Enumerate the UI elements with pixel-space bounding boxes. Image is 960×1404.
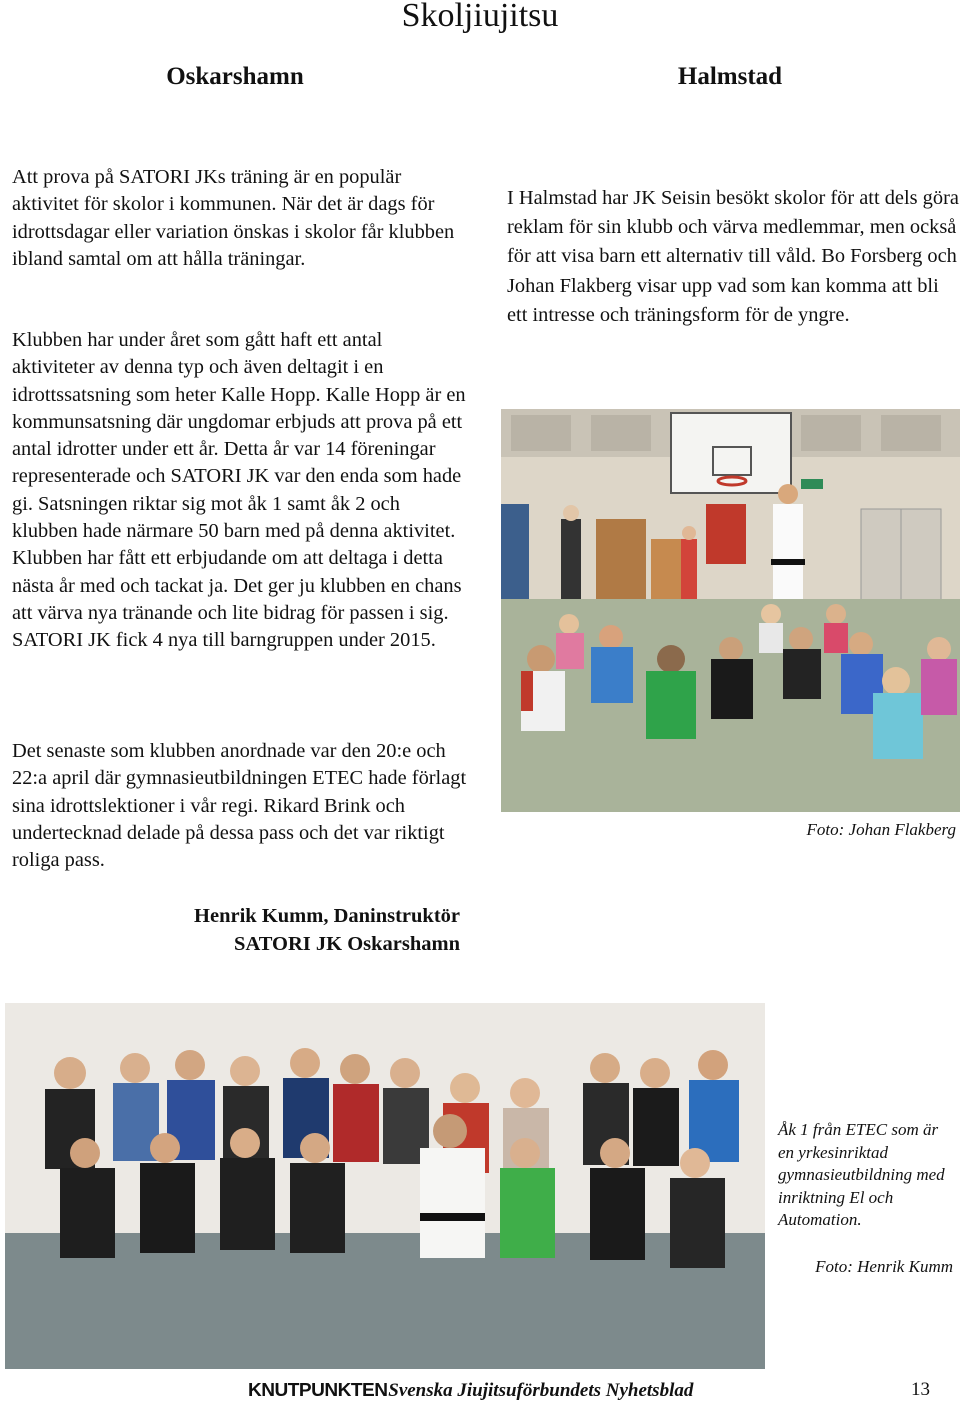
oskarshamn-paragraph-1: Att prova på SATORI JKs träning är en populär aktivitet för skolor i kommunen. När det är dags för idrottsdagar eller variation önskas i skolor får klubben ibland samtal om att hålla träningar. bbox=[12, 166, 455, 270]
halmstad-gym-photo bbox=[501, 409, 960, 812]
oskarshamn-paragraph-2: Klubben har under året som gått haft ett antal aktiviteter av denna typ och även deltagit i en idrottssatsning som heter Kalle Hopp. Kalle Hopp är en kommunsatsning där ungdomar erbjuds att prova på ett antal idrotter under ett år. Detta år var 14 föreningar representerade och SATORI JK var den enda som hade gi. Satsningen riktar sig mot åk 1 samt åk 2 och klubben hade närmare 50 barn med på denna aktivitet. Klubben har fått ett erbjudande om att deltaga i detta nästa år med och tackat ja. Det ger ju klubben en chans att värva nya tränande och lite bidrag för passen i sig. SATORI JK fick 4 nya till barngruppen under 2015. bbox=[12, 329, 466, 652]
footer bbox=[248, 1378, 732, 1403]
signature-club: SATORI JK Oskarshamn bbox=[234, 933, 460, 955]
etec-photo-caption: Åk 1 från ETEC som är en yrkesinriktad gymnasieutbildning med inriktning El och Automation. bbox=[778, 1120, 945, 1230]
page-number: 13 bbox=[911, 1379, 930, 1400]
etec-photo-credit: Foto: Henrik Kumm bbox=[815, 1257, 953, 1276]
oskarshamn-paragraph-3: Det senaste som klubben anordnade var den 20:e och 22:a april där gymnasieutbildningen ETEC hade förlagt sina idrottslektioner i vår regi. Rikard Brink och undertecknad delade på dessa pass och det var riktigt roliga pass. bbox=[12, 740, 467, 872]
page-title: Skoljiujitsu bbox=[401, 0, 559, 34]
signature-name: Henrik Kumm, Daninstruktör bbox=[194, 905, 460, 927]
footer-brand-logo: KNUTPUNKTEN bbox=[248, 1380, 388, 1400]
author-signature bbox=[110, 902, 460, 958]
heading-oskarshamn: Oskarshamn bbox=[166, 63, 304, 90]
footer-newsletter-name: Svenska Jiujitsuförbundets Nyhetsblad bbox=[388, 1380, 694, 1401]
halmstad-paragraph: I Halmstad har JK Seisin besökt skolor för att dels göra reklam för sin klubb och värva medlemmar, men också för att visa barn ett alternativ till våld. Bo Forsberg och Johan Flakberg visar upp vad som kan komma att bli ett intresse och träningsform för de yngre. bbox=[507, 187, 959, 326]
heading-halmstad: Halmstad bbox=[677, 63, 783, 90]
etec-group-photo bbox=[5, 1003, 765, 1369]
halmstad-photo-credit: Foto: Johan Flakberg bbox=[806, 820, 956, 839]
